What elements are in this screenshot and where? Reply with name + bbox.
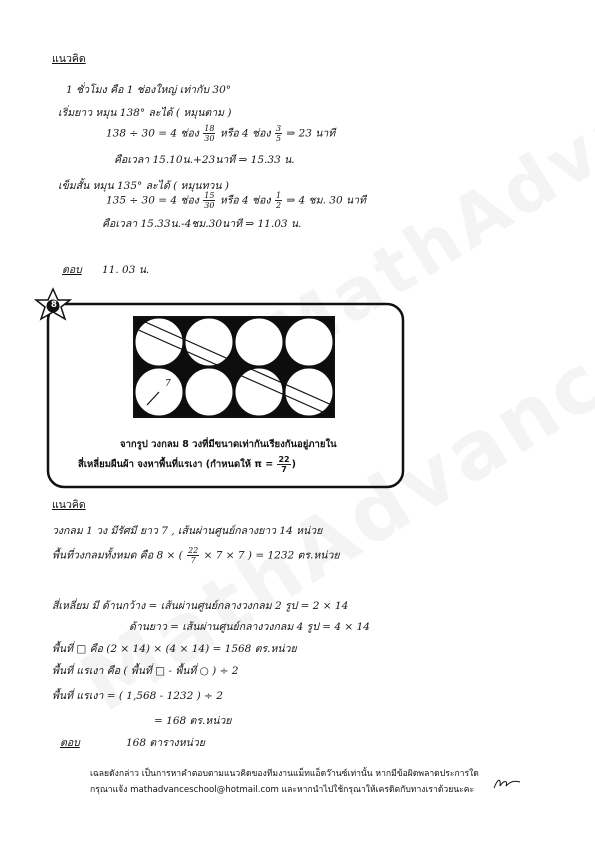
section-heading: แนวคิด — [52, 499, 86, 511]
fraction-numerator: 22 — [188, 546, 199, 555]
circle — [185, 368, 233, 416]
circle — [285, 318, 333, 366]
circle — [185, 318, 233, 366]
circle — [235, 318, 283, 366]
fraction — [275, 191, 282, 210]
fraction-denominator: 5 — [275, 134, 282, 143]
fraction-denominator: 30 — [204, 134, 215, 143]
solution-line: พื้นที่ □ คือ (2 × 14) × (4 × 14) = 1568 ตร.หน่วย — [52, 643, 297, 655]
fraction-numerator: 18 — [204, 124, 215, 133]
text-part: หรือ 4 ช่อง — [219, 194, 271, 207]
problem-number: 8 — [51, 300, 57, 310]
text-part: พื้นที่วงกลมทั้งหมด คือ 8 × ( — [52, 549, 183, 562]
fraction — [203, 124, 215, 143]
pi-symbol: π — [254, 459, 262, 470]
solution-line: สี่เหลี่ยม มี ด้านกว้าง = เส้นผ่านศูนย์กลางวงกลม 2 รูป = 2 × 14 — [52, 600, 349, 612]
solution-line — [52, 546, 340, 565]
circle — [135, 318, 183, 366]
solution-line — [106, 124, 335, 143]
footer-note: เฉลยดังกล่าว เป็นการหาคำตอบตามแนวคิดของทีมงานแม็ทแอ็ดว๊านซ์เท่านั้น หากมีข้อผิดพลาดประการใด — [90, 769, 479, 779]
section-heading: แนวคิด — [52, 53, 86, 65]
solution-line: คือเวลา 15.33น.-4ชม.30นาที ⇒ 11.03 น. — [102, 218, 302, 230]
fraction-numerator: 15 — [204, 191, 215, 200]
text-part: หรือ 4 ช่อง — [219, 127, 271, 140]
answer-value: 11. 03 น. — [102, 264, 150, 276]
solution-line: = 168 ตร.หน่วย — [154, 715, 232, 727]
solution-line: 1 ชั่วโมง คือ 1 ช่องใหญ่ เท่ากับ 30° — [66, 84, 232, 96]
problem-caption — [78, 455, 296, 474]
equals-sign: = — [265, 459, 274, 470]
fraction — [275, 124, 282, 143]
fraction-numerator: 3 — [275, 124, 282, 133]
answer-value: 168 ตารางหน่วย — [126, 737, 205, 749]
fraction-numerator: 22 — [278, 455, 290, 464]
solution-line — [106, 191, 366, 210]
circle — [285, 368, 333, 416]
caption-text: สี่เหลี่ยมผืนผ้า จงหาพื้นที่แรเงา (กำหนดให้ — [78, 459, 252, 470]
fraction — [187, 546, 199, 565]
fraction — [203, 191, 215, 210]
solution-line: พื้นที่ แรเงา คือ ( พื้นที่ □ - พื้นที่ ○ ) ÷ 2 — [52, 665, 239, 677]
text-part: 138 ÷ 30 = 4 ช่อง — [106, 127, 199, 140]
solution-line: เข็มสั้น หมุน 135° ละได้ ( หมุนทวน ) — [58, 180, 229, 192]
fraction-denominator: 7 — [190, 556, 196, 565]
solution-line: ด้านยาว = เส้นผ่านศูนย์กลางวงกลม 4 รูป = 4 × 14 — [129, 621, 370, 633]
answer-label: ตอบ — [60, 737, 80, 749]
solution-line: พื้นที่ แรเงา = ( 1,568 - 1232 ) ÷ 2 — [52, 690, 223, 702]
solution-line: เริ่มยาว หมุน 138° ละได้ ( หมุนตาม ) — [58, 107, 232, 119]
text-part: 135 ÷ 30 = 4 ช่อง — [106, 194, 199, 207]
solution-line: วงกลม 1 วง มีรัศมี ยาว 7 , เส้นผ่านศูนย์กลางยาว 14 หน่วย — [52, 525, 323, 537]
problem-caption: จากรูป วงกลม 8 วงที่มีขนาดเท่ากันเรียงกันอยู่ภายใน — [120, 439, 337, 450]
text-part: ⇒ 4 ชม. 30 นาที — [286, 194, 366, 207]
caption-end: ) — [291, 459, 296, 470]
fraction-numerator: 1 — [275, 191, 282, 200]
circle — [235, 368, 283, 416]
pi-fraction — [277, 455, 290, 474]
shaded-rectangle-figure — [134, 317, 334, 417]
fraction-denominator: 2 — [275, 201, 282, 210]
fraction-denominator: 7 — [281, 465, 287, 474]
fraction-denominator: 30 — [204, 201, 215, 210]
text-part: × 7 × 7 ) = 1232 ตร.หน่วย — [203, 549, 340, 562]
solution-line: คือเวลา 15.10น.+23นาที ⇒ 15.33 น. — [114, 154, 295, 166]
footer-note: กรุณาแจ้ง mathadvanceschool@hotmail.com และหากนำไปใช้กรุณาให้เครดิตกับทางเราด้วยนะคะ — [90, 785, 475, 795]
signature-icon — [492, 776, 522, 792]
text-part: ⇒ 23 นาที — [286, 127, 336, 140]
answer-label: ตอบ — [62, 264, 82, 276]
radius-label: 7 — [165, 379, 171, 389]
